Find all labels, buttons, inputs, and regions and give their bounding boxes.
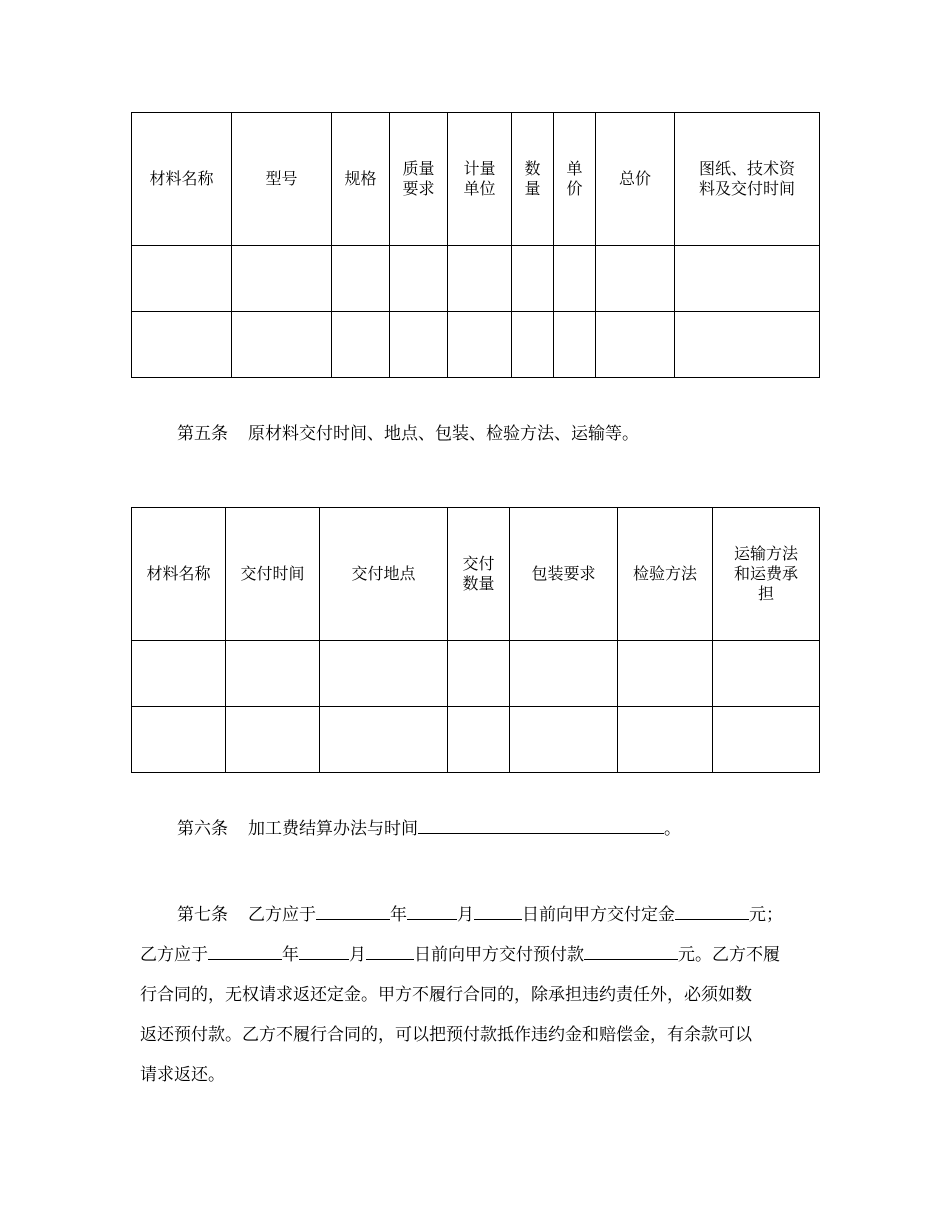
article-7-line-2	[140, 935, 820, 975]
table-cell[interactable]	[554, 246, 596, 312]
table-header-row	[132, 113, 820, 246]
table-cell[interactable]	[332, 312, 390, 378]
header-quality: 质量 要求	[390, 113, 448, 246]
prepay-year-blank[interactable]	[208, 941, 282, 960]
table-cell[interactable]	[448, 312, 512, 378]
header-delivery-place: 交付地点	[320, 508, 448, 641]
settlement-blank[interactable]	[418, 815, 664, 834]
table-cell[interactable]	[132, 707, 226, 773]
line-text: 日前向甲方交付预付款	[414, 945, 584, 965]
article-6-text: 加工费结算办法与时间	[248, 819, 418, 839]
table-cell[interactable]	[596, 312, 675, 378]
header-drawings: 图纸、技术资 料及交付时间	[675, 113, 820, 246]
table-cell[interactable]	[332, 246, 390, 312]
table-cell[interactable]	[554, 312, 596, 378]
table-row	[132, 707, 820, 773]
table-cell[interactable]	[618, 641, 713, 707]
line-text: 月	[349, 945, 366, 965]
table-cell[interactable]	[226, 641, 320, 707]
delivery-table	[131, 507, 820, 773]
table-cell[interactable]	[320, 707, 448, 773]
article-5-text: 原材料交付时间、地点、包装、检验方法、运输等。	[248, 424, 639, 444]
table-cell[interactable]	[132, 312, 232, 378]
table-cell[interactable]	[226, 707, 320, 773]
table-cell[interactable]	[132, 641, 226, 707]
article-7-line-5: 请求返还。	[140, 1065, 225, 1085]
article-7-line-4: 返还预付款。乙方不履行合同的，可以把预付款抵作违约金和赔偿金，有余款可以	[140, 1025, 752, 1045]
table-row	[132, 246, 820, 312]
table-cell[interactable]	[448, 707, 510, 773]
line-text: 日前向甲方交付定金	[522, 905, 675, 925]
table-cell[interactable]	[512, 246, 554, 312]
deposit-day-blank[interactable]	[474, 901, 522, 920]
article-7-line-1	[140, 895, 820, 935]
table-cell[interactable]	[675, 246, 820, 312]
article-7-line-3: 行合同的，无权请求返还定金。甲方不履行合同的，除承担违约责任外，必须如数	[140, 985, 752, 1005]
table-cell[interactable]	[320, 641, 448, 707]
deposit-amount-blank[interactable]	[675, 901, 749, 920]
table-header-row	[132, 508, 820, 641]
materials-table	[131, 112, 820, 378]
header-material-name: 材料名称	[132, 508, 226, 641]
table-cell[interactable]	[448, 641, 510, 707]
table-cell[interactable]	[232, 312, 332, 378]
article-5-label: 第五条	[177, 424, 228, 444]
table-cell[interactable]	[232, 246, 332, 312]
article-7	[140, 895, 820, 1095]
header-delivery-qty: 交付 数量	[448, 508, 510, 641]
table-cell[interactable]	[390, 246, 448, 312]
table-cell[interactable]	[713, 707, 820, 773]
prepay-amount-blank[interactable]	[584, 941, 678, 960]
table-row	[132, 641, 820, 707]
line-text: 乙方应于	[248, 905, 316, 925]
header-delivery-time: 交付时间	[226, 508, 320, 641]
header-packaging: 包装要求	[510, 508, 618, 641]
deposit-year-blank[interactable]	[316, 901, 390, 920]
header-spec: 规格	[332, 113, 390, 246]
header-transport: 运输方法 和运费承 担	[713, 508, 820, 641]
table-cell[interactable]	[510, 641, 618, 707]
table-cell[interactable]	[675, 312, 820, 378]
table-cell[interactable]	[512, 312, 554, 378]
header-inspection: 检验方法	[618, 508, 713, 641]
line-text: 年	[390, 905, 407, 925]
header-unit-price: 单 价	[554, 113, 596, 246]
header-unit: 计量 单位	[448, 113, 512, 246]
prepay-day-blank[interactable]	[366, 941, 414, 960]
header-model: 型号	[232, 113, 332, 246]
table-cell[interactable]	[596, 246, 675, 312]
table-cell[interactable]	[510, 707, 618, 773]
line-text: 年	[282, 945, 299, 965]
table-row	[132, 312, 820, 378]
header-quantity: 数 量	[512, 113, 554, 246]
line-text: 乙方应于	[140, 945, 208, 965]
line-text: 元。乙方不履	[678, 945, 780, 965]
table-cell[interactable]	[713, 641, 820, 707]
table-cell[interactable]	[132, 246, 232, 312]
table-cell[interactable]	[618, 707, 713, 773]
header-total: 总价	[596, 113, 675, 246]
prepay-month-blank[interactable]	[299, 941, 349, 960]
line-text: 月	[457, 905, 474, 925]
header-material-name: 材料名称	[132, 113, 232, 246]
article-6	[140, 809, 820, 849]
article-6-label: 第六条	[177, 819, 228, 839]
table-cell[interactable]	[390, 312, 448, 378]
article-7-label: 第七条	[177, 905, 228, 925]
article-5	[140, 414, 820, 454]
deposit-month-blank[interactable]	[407, 901, 457, 920]
table-cell[interactable]	[448, 246, 512, 312]
article-6-end: 。	[664, 819, 681, 839]
line-text: 元；	[749, 905, 783, 925]
